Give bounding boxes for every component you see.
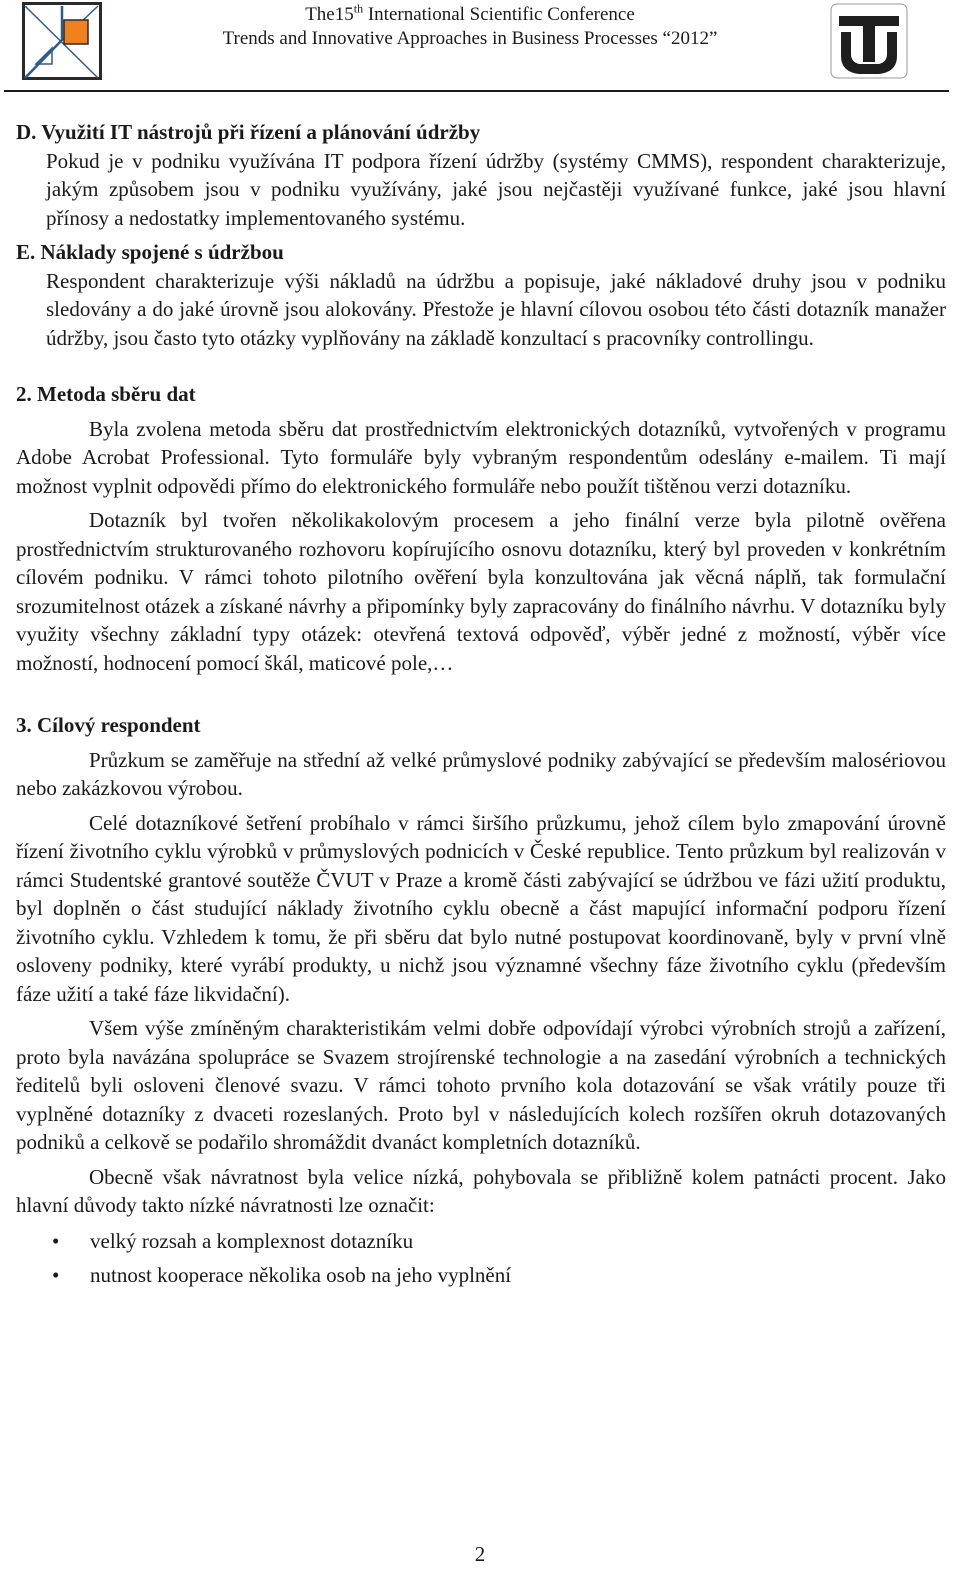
document-body [16, 118, 946, 1292]
section-3-paragraph-3: Všem výše zmíněným charakteristikám velmi dobře odpovídají výrobci výrobních strojů a zařízení, proto byla navázána spolupráce se Svazem strojírenské technologie a na zasedání výrobních a technických ředitelů byli osloveni členové svazu. V rámci tohoto prvního kola dotazování se však vrátily pouze tři vyplněné dotazníky z dvaceti rozeslaných. Proto byl v následujících kolech rozšířen okruh dotazovaných podniků a celkově se podařilo shromáždit dvanáct kompletních dotazníků. [16, 1016, 946, 1154]
reasons-list [16, 1224, 946, 1292]
bullet-icon: • [52, 1228, 60, 1253]
conference-logo-left [22, 2, 102, 80]
section-d-block [16, 147, 946, 233]
section-d-heading: D. Využití IT nástrojů při řízení a plánování údržby [16, 120, 481, 144]
page-number: 2 [474, 1542, 486, 1566]
section-e-block [16, 267, 946, 353]
bullet-icon: • [52, 1262, 60, 1287]
list-item: • velký rozsah a komplexnost dotazníku [16, 1224, 946, 1258]
page-header [0, 0, 960, 92]
section-3-paragraph-1: Průzkum se zaměřuje na střední až velké průmyslové podniky zabývající se především malosériovou nebo zakázkovou výrobou. [16, 747, 946, 800]
section-e-heading: E. Náklady spojené s údržbou [16, 240, 284, 264]
section-3-heading: 3. Cílový respondent [16, 713, 201, 737]
conference-title [130, 3, 810, 51]
list-item: • nutnost kooperace několika osob na jeho vyplnění [16, 1258, 946, 1292]
section-3-paragraph-4: Obecně však návratnost byla velice nízká, pohybovala se přibližně kolem patnácti procent. Jako hlavní důvody takto nízké návratnosti lze označit: [16, 1164, 946, 1217]
section-e-text: Respondent charakterizuje výši nákladů na údržbu a popisuje, jaké nákladové druhy jsou v podniku sledovány a do jaké úrovně jsou alokovány. Přestože je hlavní cílovou osobou této části dotazník manažer údržby, jsou často tyto otázky vyplňovány na základě konzultací s pracovníky controllingu. [46, 268, 946, 350]
conference-title-line1: The15th International Scientific Conference [305, 1, 635, 25]
conference-title-line2: Trends and Innovative Approaches in Business Processes “2012” [222, 28, 718, 49]
section-2-paragraph-1: Byla zvolena metoda sběru dat prostřednictvím elektronických dotazníků, vytvořených v programu Adobe Acrobat Professional. Tyto formuláře byly vybraným respondentům odeslány e-mailem. Ti mají možnost vyplnit odpovědi přímo do elektronického formuláře nebo použít tištěnou verzi dotazníku. [16, 416, 946, 498]
section-d-text: Pokud je v podniku využívána IT podpora řízení údržby (systémy CMMS), respondent charakterizuje, jakým způsobem jsou v podniku využívány, jaké jsou nejčastěji využívané funkce, jaké jsou hlavní přínosy a nedostatky implementovaného systému. [46, 148, 946, 230]
section-2-heading: 2. Metoda sběru dat [16, 382, 196, 406]
section-3-paragraph-2: Celé dotazníkové šetření probíhalo v rámci širšího průzkumu, jehož cílem bylo zmapování úrovně řízení životního cyklu výrobků v průmyslových podnicích v České republice. Tento průzkum byl realizován v rámci Studentské grantové soutěže ČVUT v Praze a kromě části zabývající se údržbou ve fázi užití produktu, byl doplněn o část studující náklady životního cyklu obecně a část mapující informační podporu řízení životního cyklu. Vzhledem k tomu, že při sběru dat bylo nutné postupovat koordinovaně, byly v první vlně osloveny podniky, které vyrábí produkty, u nichž jsou významné všechny fáze životního cyklu (především fáze užití a také fáze likvidační). [16, 810, 946, 1006]
section-2-paragraph-2: Dotazník byl tvořen několikakolovým procesem a jeho finální verze byla pilotně ověřena prostřednictvím strukturovaného rozhovoru kopírujícího osnovu dotazníku, který byl proveden v konkrétním cílovém podniku. V rámci tohoto pilotního ověření byla konzultována jak věcná náplň, tak formulační srozumitelnost otázek a získané návrhy a připomínky byly zapracovány do finálního návrhu. V dotazníku byly využity všechny základní typy otázek: otevřená textová odpověď, výběr jedné z možností, výběr více možností, hodnocení pomocí škál, maticové pole,… [16, 508, 946, 675]
university-logo-right [829, 2, 909, 80]
header-divider [4, 90, 949, 92]
